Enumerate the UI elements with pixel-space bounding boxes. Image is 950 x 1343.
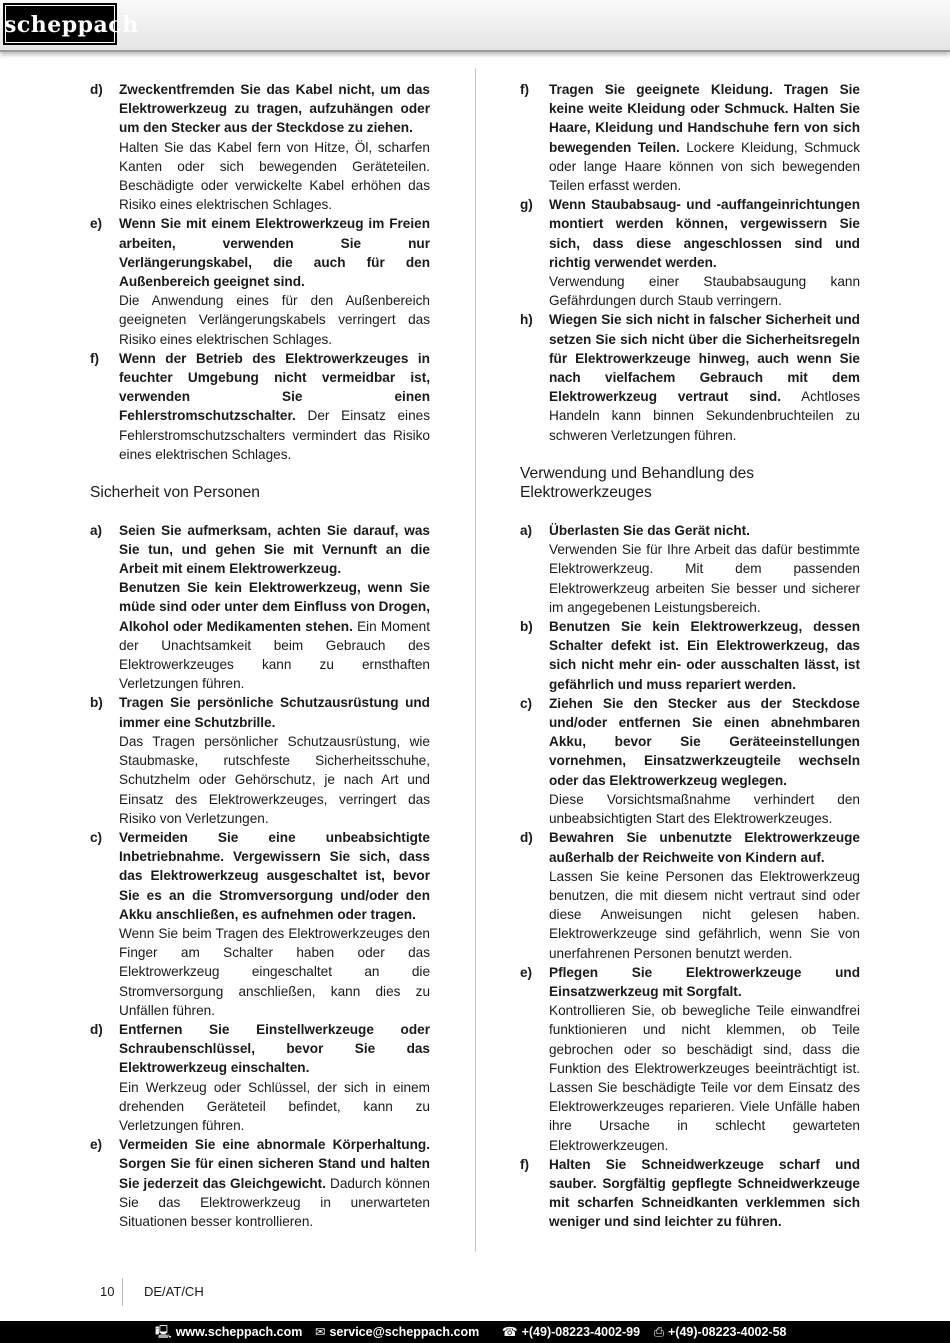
item-text: Verwendung einer Staubabsaugung kann Gefährdungen durch Staub verringern. xyxy=(549,274,860,309)
item-letter: b) xyxy=(520,619,533,635)
list-item xyxy=(520,694,860,828)
item-bold-text: Pflegen Sie Elektrowerkzeuge und Einsatzwerkzeug mit Sorgfalt. xyxy=(549,964,860,999)
envelope-icon: ✉ xyxy=(315,1325,326,1339)
fax-icon: ⎙ xyxy=(654,1325,665,1339)
right-column xyxy=(520,80,860,1232)
item-bold-text: Benutzen Sie kein Elektrowerkzeug, dessen Schalter defekt ist. Ein Elektrowerkzeug, das sich nicht mehr ein- oder ausschalten lässt, ist gefährlich und muss repariert werden. xyxy=(549,619,860,692)
email-link[interactable]: ✉ service@scheppach.com xyxy=(315,1325,480,1339)
item-letter: b) xyxy=(90,695,103,711)
item-bold-text: Vermeiden Sie eine unbeabsichtigte Inbetriebnahme. Vergewissern Sie sich, dass das Elektrowerkzeug ausgeschaltet ist, bevor Sie es an die Stromversorgung und/oder den Akku anschließen, es aufnehmen oder tragen. xyxy=(119,829,430,922)
list-item xyxy=(520,310,860,444)
list-item xyxy=(520,195,860,310)
page-header xyxy=(0,0,950,52)
item-bold-text: Wenn Staubabsaug- und -auffangeinrichtungen montiert werden können, vergewissern Sie sich, dass diese angeschlossen sind und richtig verwendet werden. xyxy=(549,197,860,270)
item-letter: h) xyxy=(520,312,533,328)
item-text: Lockere Kleidung, Schmuck oder lange Haare können von sich bewegenden Teilen erfasst werden. xyxy=(549,139,860,194)
section-title-personen: Sicherheit von Personen xyxy=(90,484,260,502)
item-bold-text: Benutzen Sie kein Elektrowerkzeug, wenn Sie müde sind oder unter dem Einfluss von Drogen, Alkohol oder Medikamenten stehen. xyxy=(119,580,430,634)
item-bold-text: Überlasten Sie das Gerät nicht. xyxy=(549,523,750,539)
list-item xyxy=(90,828,430,1020)
item-letter: e) xyxy=(520,964,533,980)
item-bold-text: Wiegen Sie sich nicht in falscher Sicherheit und setzen Sie sich nicht über die Sicherheitsregeln für Elektrowerkzeuge hinweg, auch wenn Sie nach vielfachem Gebrauch mit dem Elektrowerkzeug vertraut sind. xyxy=(549,312,860,405)
list-item xyxy=(520,80,860,195)
column-divider xyxy=(475,68,476,1252)
item-letter: d) xyxy=(90,1021,103,1037)
item-bold-text: Wenn der Betrieb des Elektrowerkzeuges in feuchter Umgebung nicht vermeidbar ist, verwenden Sie einen Fehlerstromschutzschalter. xyxy=(119,350,430,424)
item-bold-text: Tragen Sie geeignete Kleidung. Tragen Sie keine weite Kleidung oder Schmuck. Halten Sie Haare, Kleidung und Handschuhe fern von sich bewegenden Teilen. xyxy=(549,82,860,155)
list-item xyxy=(90,1135,430,1231)
item-text: Diese Vorsichtsmaßnahme verhindert den unbeabsichtigten Start des Elektrowerkzeuges. xyxy=(549,791,860,827)
item-bold-text: Wenn Sie mit einem Elektrowerkzeug im Freien arbeiten, verwenden Sie nur Verlängerungskabel, die auch für den Außenbereich geeignet sind. xyxy=(119,216,430,290)
list-item xyxy=(90,80,430,214)
item-bold-text: Halten Sie Schneidwerkzeuge scharf und sauber. Sorgfältig gepflegte Schneidwerkzeuge mit scharfen Schneidkanten verklemmen sich weniger und sind leichter zu führen. xyxy=(549,1156,860,1230)
item-letter: f) xyxy=(520,82,530,97)
item-letter: c) xyxy=(520,695,533,711)
list-item xyxy=(520,1155,860,1232)
scheppach-logo: scheppach xyxy=(3,3,117,45)
list-item xyxy=(520,828,860,962)
computer-icon: 🖳 xyxy=(155,1325,172,1339)
item-bold-text: Ziehen Sie den Stecker aus der Steckdose und/oder entfernen Sie einen abnehmbaren Akku, bevor Sie Geräteeinstellungen vornehmen, Einsatzwerkzeugteile wechseln oder das Elektrowerkzeug weglegen. xyxy=(549,695,860,788)
footer-separator xyxy=(122,1278,123,1306)
item-bold-text: Vermeiden Sie eine abnormale Körperhaltung. Sorgen Sie für einen sicheren Stand und halten Sie jederzeit das Gleichgewicht. xyxy=(119,1137,430,1191)
list-item xyxy=(90,349,430,464)
item-letter: f) xyxy=(90,350,100,366)
item-bold-text: Entfernen Sie Einstellwerkzeuge oder Schraubenschlüssel, bevor Sie das Elektrowerkzeug einschalten. xyxy=(119,1021,430,1076)
item-letter: a) xyxy=(90,522,103,538)
item-text: Der Einsatz eines Fehlerstromschutzschalters vermindert das Risiko eines elektrischen Schlages. xyxy=(119,408,430,462)
item-text: Achtloses Handeln kann binnen Sekundenbruchteilen zu schweren Verletzungen führen. xyxy=(549,389,860,443)
item-bold-text: Seien Sie aufmerksam, achten Sie darauf, was Sie tun, und gehen Sie mit Vernunft an die Arbeit mit einem Elektrowerkzeug. xyxy=(119,522,430,577)
item-text: Lassen Sie keine Personen das Elektrowerkzeug benutzen, die mit diesem nicht vertraut sind oder diese Anweisungen nicht gelesen haben. Elektrowerkzeuge sind gefährlich, wenn Sie von unerfahrenen Personen benutzt werden. xyxy=(549,868,860,961)
phone-number: ☎ +(49)-08223-4002-99 xyxy=(502,1325,641,1339)
fax-number: ⎙ +(49)-08223-4002-58 xyxy=(654,1325,787,1339)
list-item xyxy=(90,693,430,827)
item-text: Halten Sie das Kabel fern von Hitze, Öl, scharfen Kanten oder sich bewegenden Geräteteilen. Beschädigte oder verwickelte Kabel erhöhen das Risiko eines elektrischen Schlages. xyxy=(119,139,430,213)
item-text: Kontrollieren Sie, ob bewegliche Teile einwandfrei funktionieren und nicht klemmen, ob Teile gebrochen oder so beschädigt sind, dass die Funktion des Elektrowerkzeuges beeinträchtigt ist. Lassen Sie beschädigte Teile vor dem Einsatz des Elektrowerkzeuges reparieren. Viele Unfälle haben ihre Ursache in schlecht gewarteten Elektrowerkzeugen. xyxy=(549,1003,860,1153)
item-letter: g) xyxy=(520,197,533,213)
phone-icon: ☎ xyxy=(502,1325,518,1339)
website-link[interactable]: 🖳 www.scheppach.com xyxy=(155,1325,303,1339)
item-letter: c) xyxy=(90,829,103,845)
list-item xyxy=(90,1020,430,1135)
list-item xyxy=(90,521,430,694)
item-bold-text: Bewahren Sie unbenutzte Elektrowerkzeuge außerhalb der Reichweite von Kindern auf. xyxy=(549,830,860,865)
item-text: Die Anwendung eines für den Außenbereich geeigneten Verlängerungskabels verringert das Risiko eines elektrischen Schlages. xyxy=(119,293,430,347)
item-letter: d) xyxy=(520,830,533,846)
item-letter: e) xyxy=(90,216,103,232)
section-title-verwendung: Verwendung und Behandlung des Elektrowerkzeuges xyxy=(520,464,755,502)
page-number: 10 xyxy=(100,1284,115,1299)
item-text: Verwenden Sie für Ihre Arbeit das dafür bestimmte Elektrowerkzeug. Mit dem passenden Elektrowerkzeug arbeiten Sie besser und sicherer im angegebenen Leistungsbereich. xyxy=(549,542,860,615)
list-item xyxy=(520,521,860,617)
list-item xyxy=(520,963,860,1155)
item-bold-text: Tragen Sie persönliche Schutzausrüstung und immer eine Schutzbrille. xyxy=(119,695,430,730)
left-column xyxy=(90,80,430,1231)
region-label: DE/AT/CH xyxy=(144,1284,204,1299)
list-item xyxy=(90,214,430,348)
item-letter: a) xyxy=(520,523,533,539)
item-text: Ein Werkzeug oder Schlüssel, der sich in einem drehenden Geräteteil befindet, kann zu Verletzungen führen. xyxy=(119,1079,430,1133)
item-letter: d) xyxy=(90,82,103,97)
item-letter: f) xyxy=(520,1156,530,1172)
item-letter: e) xyxy=(90,1137,103,1153)
item-text: Dadurch können Sie das Elektrowerkzeug in unerwarteten Situationen besser kontrollieren. xyxy=(119,1175,430,1229)
item-text: Ein Moment der Unachtsamkeit beim Gebrauch des Elektrowerkzeuges kann zu ernsthaften Verletzungen führen. xyxy=(119,618,430,692)
item-text: Das Tragen persönlicher Schutzausrüstung, wie Staubmaske, rutschfeste Sicherheitsschuhe, Schutzhelm oder Gehörschutz, je nach Art und Einsatz des Elektrowerkzeuges, verringert das Risiko von Verletzungen. xyxy=(119,733,430,826)
item-text: Wenn Sie beim Tragen des Elektrowerkzeuges den Finger am Schalter haben oder das Elektrowerkzeug eingeschaltet an die Stromversorgung anschließen, kann dies zu Unfällen führen. xyxy=(119,925,430,1018)
item-bold-text: Zweckentfremden Sie das Kabel nicht, um das Elektrowerkzeug zu tragen, aufzuhängen oder um den Stecker aus der Steckdose zu ziehen. xyxy=(119,82,430,136)
contact-bar xyxy=(0,1321,950,1343)
list-item xyxy=(520,617,860,694)
